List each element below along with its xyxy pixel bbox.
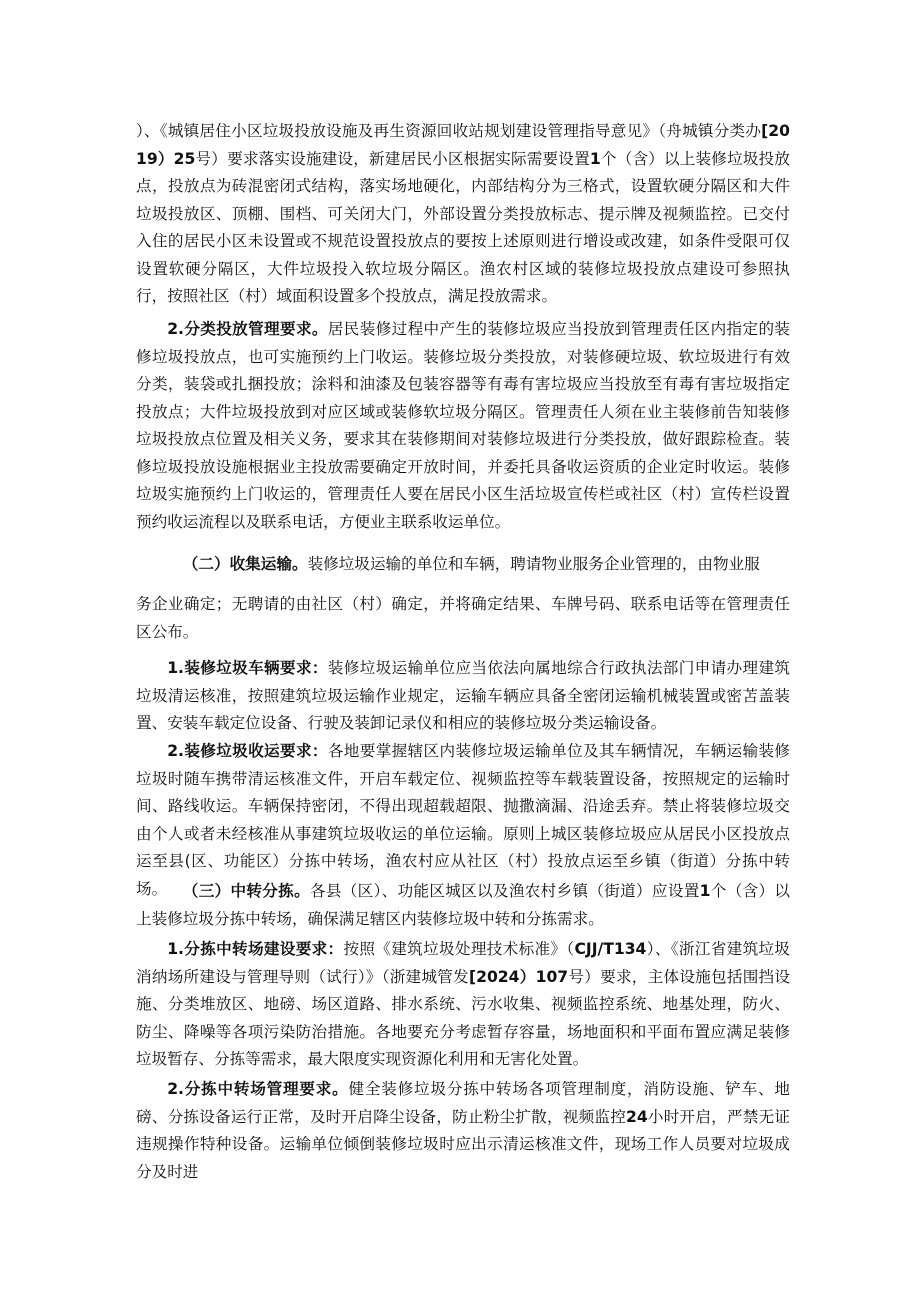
heading-collection-transport: （二）收集运输。装修垃圾运输的单位和车辆，聘请物业服务企业管理的，由物业服 <box>182 555 760 573</box>
paragraph-transport-unit: 务企业确定；无聘请的由社区（村）确定，并将确定结果、车牌号码、联系电话等在管理责任区公布。 <box>136 595 790 641</box>
paragraph-vehicle-requirements: 1.装修垃圾车辆要求：装修垃圾运输单位应当依法向属地综合行政执法部门申请办理建筑垃圾清运核准，按照建筑垃圾运输作业规定，运输车辆应具备全密闭运输机械装置或密苫盖装置、安装车载定位设备、行驶及装卸记录仪和相应的装修垃圾分类运输设备。 <box>136 659 790 732</box>
paragraph-transfer-station-construction: 1.分拣中转场建设要求：按照《建筑垃圾处理技术标准》（CJJ/T134）、《浙江省建筑垃圾消纳场所建设与管理导则（试行）》（浙建城管发[2024）107号）要求，主体设施包括围挡设施、分类堆放区、地磅、场区道路、排水系统、污水收集、视频监控系统、地基处理，防火、防尘、降噪等各项污染防治措施。各地要充分考虑暂存容量，场地面积和平面布置应满足装修垃圾暂存、分拣等需求，最大限度实现资源化利用和无害化处置。 <box>136 940 790 1068</box>
paragraph-sorted-disposal: 2.分类投放管理要求。居民装修过程中产生的装修垃圾应当投放到管理责任区内指定的装修垃圾投放点，也可实施预约上门收运。装修垃圾分类投放，对装修硬垃圾、软垃圾进行有效分类，装袋或扎捆投放；涂料和油漆及包装容器等有毒有害垃圾应当投放至有毒有害垃圾指定投放点；大件垃圾投放到对应区域或装修软垃圾分隔区。管理责任人须在业主装修前告知装修垃圾投放点位置及相关义务，要求其在装修期间对装修垃圾进行分类投放，做好跟踪检查。装修垃圾投放设施根据业主投放需要确定开放时间，并委托具备收运资质的企业定时收运。装修垃圾实施预约上门收运的，管理责任人要在居民小区生活垃圾宣传栏或社区（村）宣传栏设置预约收运流程以及联系电话，方便业主联系收运单位。 <box>136 320 790 531</box>
paragraph-facility-standards: ）、《城镇居住小区垃圾投放设施及再生资源回收站规划建设管理指导意见》（舟城镇分类办[2019）25号）要求落实设施建设，新建居民小区根据实际需要设置1个（含）以上装修垃圾投放点，投放点为砖混密闭式结构，落实场地硬化，内部结构分为三格式，设置软硬分隔区和大件垃圾投放区、顶棚、围档、可关闭大门，外部设置分类投放标志、提示牌及视频监控。已交付入住的居民小区未设置或不规范设置投放点的要按上述原则进行增设或改建，如条件受限可仅设置软硬分隔区，大件垃圾投入软垃圾分隔区。渔农村区域的装修垃圾投放点建设可参照执行，按照社区（村）域面积设置多个投放点，满足投放需求。 <box>136 122 790 305</box>
heading-transfer-sorting: （三）中转分拣。各县（区）、功能区城区以及渔农村乡镇（街道）应设置1个（含）以上装修垃圾分拣中转场，确保满足辖区内装修垃圾中转和分拣需求。 <box>136 882 790 928</box>
paragraph-transfer-station-management: 2.分拣中转场管理要求。健全装修垃圾分拣中转场各项管理制度，消防设施、铲车、地磅、分拣设备运行正常，及时开启降尘设备，防止粉尘扩散，视频监控24小时开启，严禁无证违规操作特种设备。运输单位倾倒装修垃圾时应出示清运核准文件，现场工作人员要对垃圾成分及时进 <box>136 1080 790 1181</box>
paragraph-collection-requirements: 2.装修垃圾收运要求：各地要掌握辖区内装修垃圾运输单位及其车辆情况，车辆运输装修垃圾时随车携带清运核准文件，开启车载定位、视频监控等车载装置设备，按照规定的运输时间、路线收运。车辆保持密闭，不得出现超载超限、抛撒滴漏、沿途丢弃。禁止将装修垃圾交由个人或者未经核准从事建筑垃圾收运的单位运输。原则上城区装修垃圾应从居民小区投放点运至县(区、功能区）分拣中转场，渔农村应从社区（村）投放点运至乡镇（街道）分拣中转场。 <box>136 742 790 898</box>
